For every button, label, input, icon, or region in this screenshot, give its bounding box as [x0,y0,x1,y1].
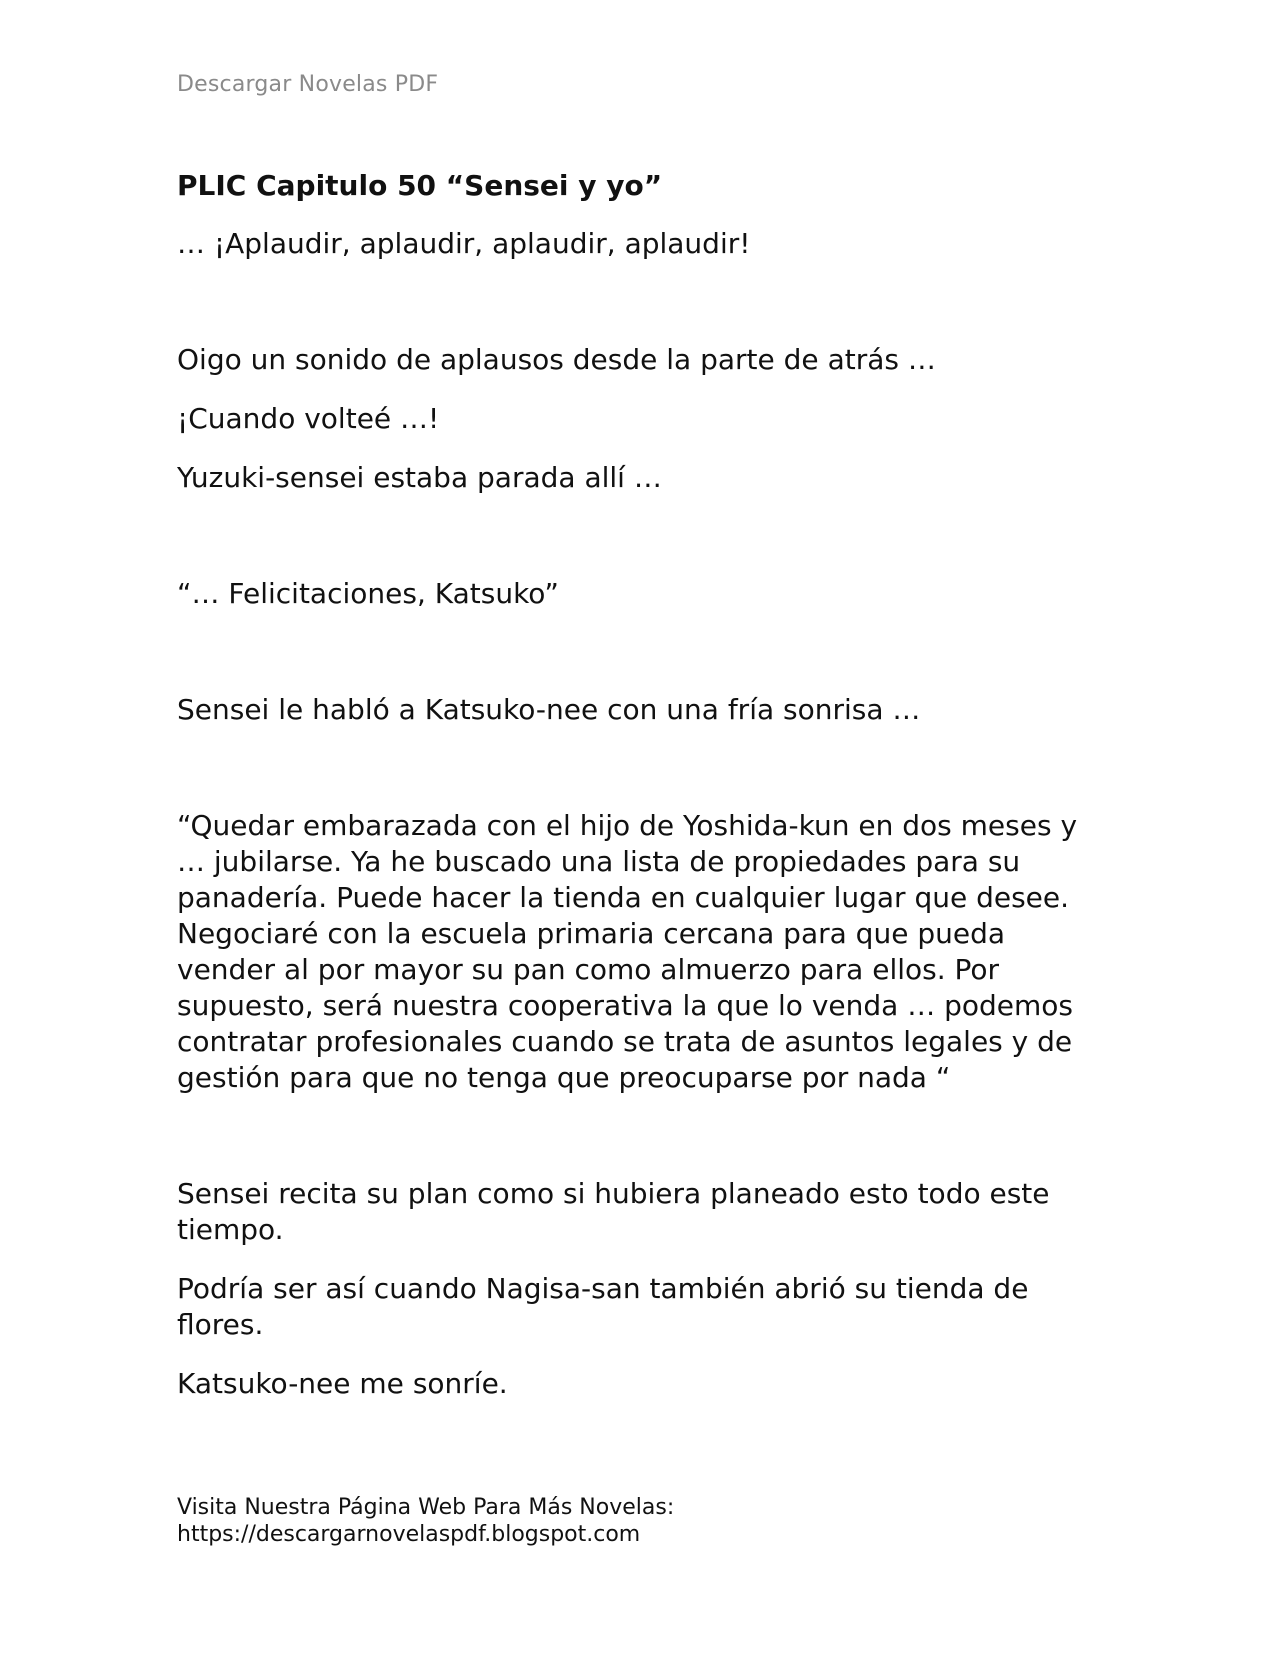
chapter-title: PLIC Capitulo 50 “Sensei y yo” [177,169,663,202]
paragraph-7: “Quedar embarazada con el hijo de Yoshida-kun en dos meses y … jubilarse. Ya he buscado una lista de propiedades para su panadería. Puede hacer la tienda en cualquier lugar que desee. Negociaré con la escuela primaria cercana para que pueda vender al por mayor su pan como almuerzo para ellos. Por supuesto, será nuestra cooperativa la que lo venda … podemos contratar profesionales cuando se trata de asuntos legales y de gestión para que no tenga que preocuparse por nada “ [177,809,1078,1094]
chapter-content [177,166,1107,1402]
paragraph-1: … ¡Aplaudir, aplaudir, aplaudir, aplaudir! [177,227,751,260]
paragraph-2: Oigo un sonido de aplausos desde la parte de atrás … [177,343,936,376]
page-header: Descargar Novelas PDF [177,72,439,97]
paragraph-9: Podría ser así cuando Nagisa-san también abrió su tienda de flores. [177,1272,1029,1341]
paragraph-8: Sensei recita su plan como si hubiera planeado esto todo este tiempo. [177,1177,1050,1246]
paragraph-3: ¡Cuando volteé …! [177,402,440,435]
footer-line-visit: Visita Nuestra Página Web Para Más Novelas: [177,1495,675,1520]
paragraph-10: Katsuko-nee me sonríe. [177,1367,508,1400]
page-footer [177,1494,674,1548]
paragraph-6: Sensei le habló a Katsuko-nee con una fría sonrisa … [177,693,921,726]
footer-website-url: https://descargarnovelaspdf.blogspot.com [177,1522,641,1547]
paragraph-4: Yuzuki-sensei estaba parada allí … [177,461,662,494]
paragraph-5: “… Felicitaciones, Katsuko” [177,577,559,610]
